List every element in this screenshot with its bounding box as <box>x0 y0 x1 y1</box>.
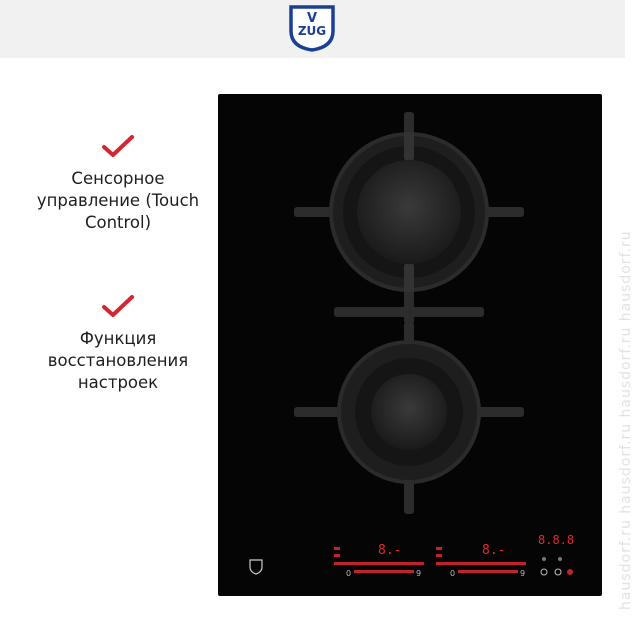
logo-letter-v: V <box>306 11 318 26</box>
feature-settings-restore <box>18 294 218 394</box>
logo-letters-zug: ZUG <box>297 24 327 38</box>
lower-burner <box>294 322 524 514</box>
feature-label: Функция восстановления настроек <box>47 329 189 392</box>
timer-power-controls[interactable] <box>538 533 574 575</box>
hob-drawing <box>218 94 602 596</box>
feature-label: Сенсорное управление (Touch Control) <box>36 169 200 232</box>
zone-left-display: 8.- <box>378 543 402 558</box>
check-icon <box>101 294 135 320</box>
feature-touch-control <box>18 134 218 234</box>
zone-right-display: 8.- <box>482 543 506 558</box>
zone-left-controls[interactable] <box>334 543 424 578</box>
timer-display: 8.8.8 <box>538 533 575 547</box>
header-bar <box>0 0 625 58</box>
gas-hob-image <box>218 94 602 596</box>
watermark: hausdorf.ru hausdorf.ru hausdorf.ru hausdorf.ru <box>618 230 634 610</box>
zone-left-min: 0 <box>346 569 352 578</box>
middle-grate-bar <box>334 294 484 324</box>
control-panel <box>250 533 574 578</box>
check-icon <box>101 134 135 160</box>
vzug-logo[interactable] <box>288 4 336 52</box>
zone-left-max: 9 <box>416 569 422 578</box>
zone-right-controls[interactable] <box>436 543 526 578</box>
zone-right-min: 0 <box>450 569 456 578</box>
zone-right-max: 9 <box>520 569 526 578</box>
hob-logo-icon <box>250 560 262 574</box>
upper-burner <box>294 112 524 314</box>
